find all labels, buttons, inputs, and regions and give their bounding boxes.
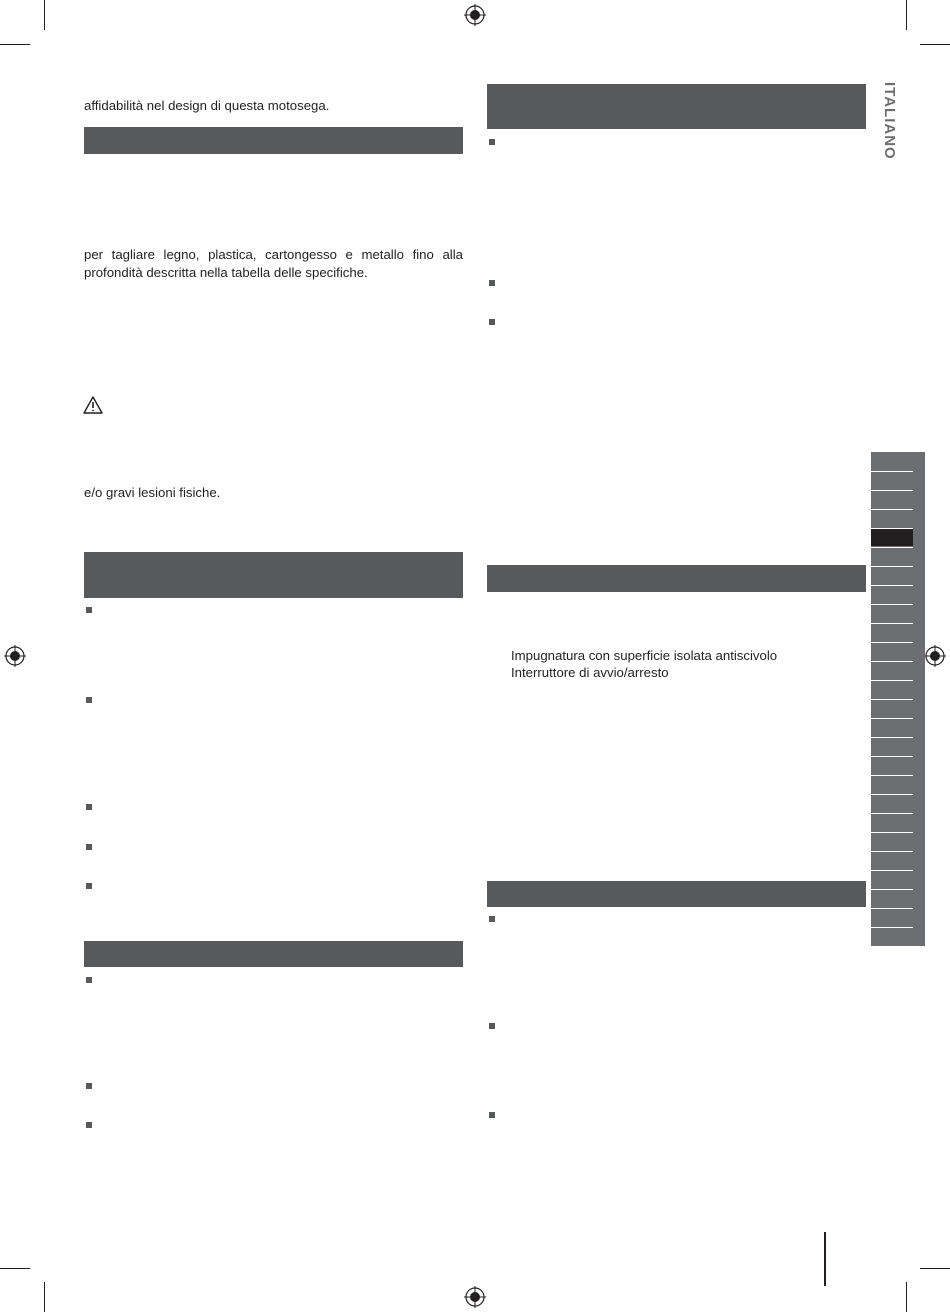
tab-separator — [871, 585, 913, 586]
registration-mark-icon — [464, 4, 486, 26]
tab-separator — [871, 813, 913, 814]
tab-separator — [871, 832, 913, 833]
tab-separator — [871, 927, 913, 928]
page-number-bar — [824, 1232, 826, 1286]
tab-separator — [871, 756, 913, 757]
crop-mark — [44, 0, 45, 30]
bullet-marker — [86, 1122, 92, 1128]
crop-mark — [0, 1268, 30, 1269]
tab-separator — [871, 566, 913, 567]
warning-text-end: e/o gravi lesioni fisiche. — [84, 485, 221, 500]
crop-mark — [0, 44, 30, 45]
bullet-marker — [86, 804, 92, 810]
bullet-marker — [86, 607, 92, 613]
tab-separator — [871, 794, 913, 795]
tab-separator — [871, 908, 913, 909]
section-header-bar — [84, 127, 463, 154]
active-language-tab — [871, 529, 913, 546]
section-header-bar — [487, 881, 866, 907]
crop-mark — [44, 1282, 45, 1312]
crop-mark — [920, 44, 950, 45]
registration-mark-icon — [4, 645, 26, 667]
bullet-marker — [489, 280, 495, 286]
tab-separator — [871, 889, 913, 890]
section-header-bar — [487, 565, 866, 592]
tab-separator — [871, 680, 913, 681]
intended-use-text: per tagliare legno, plastica, cartongesso e metallo fino alla profondità descritta nella tabella delle specifiche. — [84, 247, 463, 280]
warning-triangle-icon — [83, 396, 103, 414]
tab-separator — [871, 547, 913, 548]
tab-separator — [871, 851, 913, 852]
bullet-marker — [489, 319, 495, 325]
tab-separator — [871, 737, 913, 738]
tab-separator — [871, 490, 913, 491]
bullet-marker — [489, 1112, 495, 1118]
feature-item: Impugnatura con superficie isolata antiscivolo — [511, 648, 778, 663]
tab-separator — [871, 661, 913, 662]
intro-text-end: affidabilità nel design di questa motosega. — [84, 98, 330, 113]
section-header-bar — [84, 552, 463, 598]
tab-separator — [871, 718, 913, 719]
bullet-marker — [86, 1083, 92, 1089]
bullet-marker — [86, 697, 92, 703]
language-tab-label: ITALIANO — [881, 82, 898, 160]
feature-item: Interruttore di avvio/arresto — [511, 665, 669, 680]
tab-separator — [871, 471, 913, 472]
language-thumb-tabs — [871, 452, 925, 946]
bullet-marker — [86, 883, 92, 889]
bullet-marker — [86, 977, 92, 983]
section-header-bar — [487, 84, 866, 129]
crop-mark — [906, 0, 907, 30]
tab-separator — [871, 642, 913, 643]
tab-separator — [871, 623, 913, 624]
tab-separator — [871, 775, 913, 776]
bullet-marker — [489, 139, 495, 145]
tab-separator — [871, 870, 913, 871]
registration-mark-icon — [464, 1286, 486, 1308]
bullet-marker — [86, 844, 92, 850]
crop-mark — [906, 1282, 907, 1312]
bullet-marker — [489, 1023, 495, 1029]
registration-mark-icon — [924, 645, 946, 667]
section-header-bar — [84, 941, 463, 967]
crop-mark — [920, 1268, 950, 1269]
tab-separator — [871, 604, 913, 605]
bullet-marker — [489, 916, 495, 922]
tab-separator — [871, 509, 913, 510]
tab-separator — [871, 699, 913, 700]
